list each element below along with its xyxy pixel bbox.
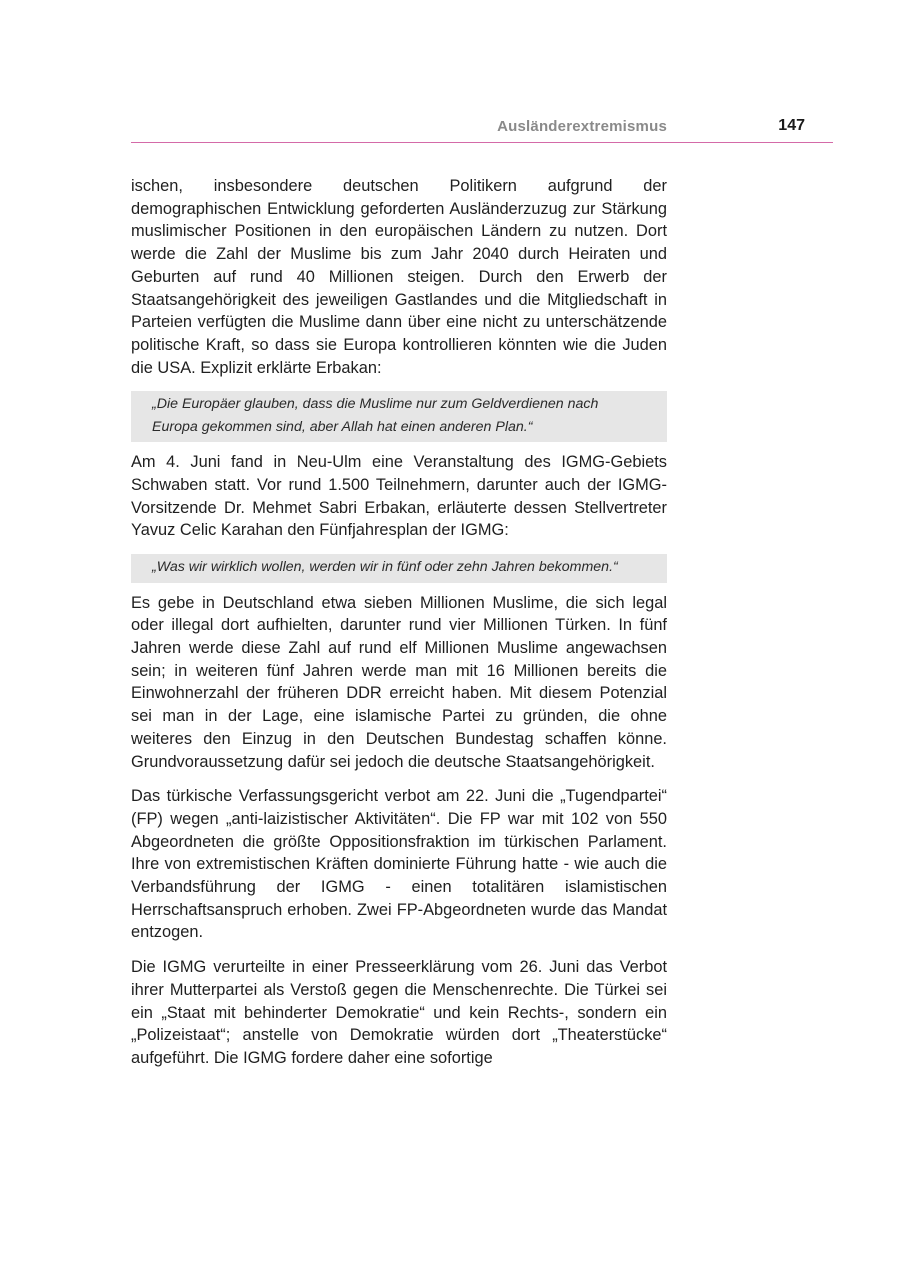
paragraph-2: Am 4. Juni fand in Neu-Ulm eine Veranstaltung des IGMG-Gebiets Schwaben statt. Vor rund 1.500 Teilnehmern, darunter auch der IGMG-Vorsitzende Dr. Mehmet Sabri Erbakan, erläuterte dessen Stellvertreter Yavuz Celic Karahan den Fünfjahresplan der IGMG:	[131, 453, 667, 540]
page-number: 147	[778, 117, 805, 134]
page-body	[131, 175, 667, 1082]
paragraph-5: Die IGMG verurteilte in einer Presseerklärung vom 26. Juni das Verbot ihrer Mutterpartei als Verstoß gegen die Menschenrechte. Die Türkei sei ein „Staat mit behinderter Demokratie“ und kein Rechts-, sondern ein „Polizeistaat“; anstelle von Demokratie würden dort „Theaterstücke“ aufgeführt. Die IGMG fordere daher eine sofortige	[131, 958, 667, 1067]
quote-block-2: „Was wir wirklich wollen, werden wir in fünf oder zehn Jahren bekommen.“	[131, 554, 667, 583]
paragraph-4: Das türkische Verfassungsgericht verbot am 22. Juni die „Tugendpartei“ (FP) wegen „anti-laizistischer Aktivitäten“. Die FP war mit 102 von 550 Abgeordneten die größte Oppositionsfraktion im türkischen Parlament. Ihre von extremistischen Kräften dominierte Führung hatte - wie auch die Verbandsführung der IGMG - einen totalitären islamistischen Herrschaftsanspruch erhoben. Zwei FP-Abgeordneten wurde das Mandat entzogen.	[131, 787, 667, 942]
paragraph-1: ischen, insbesondere deutschen Politikern aufgrund der demographischen Entwicklung geforderten Ausländerzuzug zur Stärkung muslimischer Positionen in den europäischen Ländern zu nutzen. Dort werde die Zahl der Muslime bis zum Jahr 2040 durch Heiraten und Geburten auf rund 40 Millionen steigen. Durch den Erwerb der Staatsangehörigkeit des jeweiligen Gastlandes und die Mitgliedschaft in Parteien verfügten die Muslime dann über eine nicht zu unterschätzende politische Kraft, so dass sie Europa kontrollieren könnten wie die Juden die USA. Explizit erklärte Erbakan:	[131, 177, 667, 377]
quote-block-1: „Die Europäer glauben, dass die Muslime nur zum Geldverdienen nach Europa gekommen sind, aber Allah hat einen anderen Plan.“	[131, 391, 667, 442]
running-header	[131, 116, 833, 143]
section-title: Ausländerextremismus	[497, 118, 667, 135]
paragraph-3: Es gebe in Deutschland etwa sieben Millionen Muslime, die sich legal oder illegal dort aufhielten, darunter rund vier Millionen Türken. In fünf Jahren werde diese Zahl auf rund elf Millionen Muslime angewachsen sein; in weiteren fünf Jahren werde man mit 16 Millionen bereits die Einwohnerzahl der früheren DDR erreicht haben. Mit diesem Potenzial sei man in der Lage, eine islamische Partei zu gründen, die ohne weiteres den Einzug in den Deutschen Bundestag schaffen könne. Grundvoraussetzung dafür sei jedoch die deutsche Staatsangehörigkeit.	[131, 593, 667, 771]
